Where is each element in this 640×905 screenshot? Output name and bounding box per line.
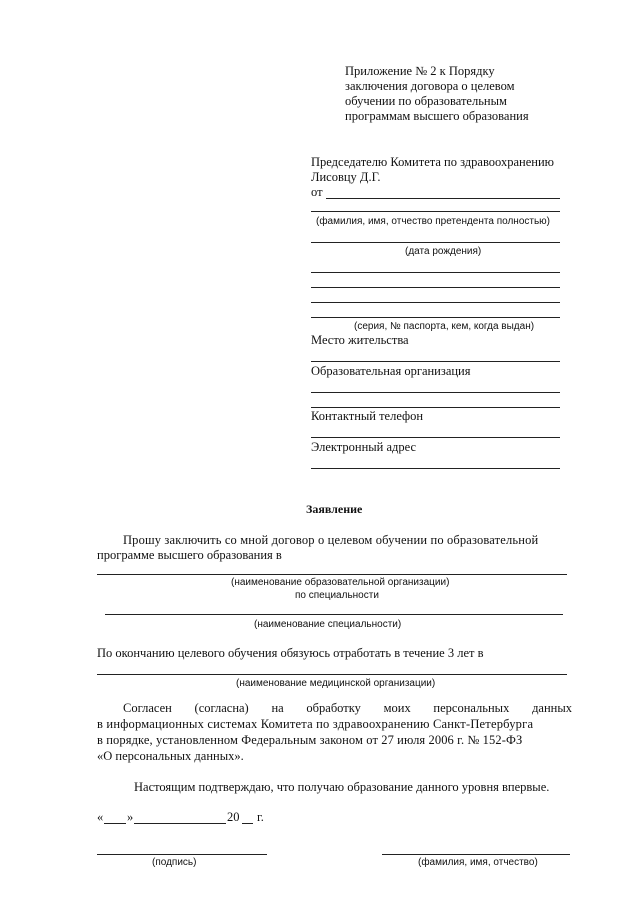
- passport-line-3[interactable]: [311, 302, 560, 303]
- obligation-text: По окончанию целевого обучения обязуюсь отработать в течение 3 лет в: [97, 646, 484, 660]
- consent-line-3: в порядке, установленном Федеральным законом от 27 июля 2006 г. № 152-ФЗ: [97, 733, 523, 747]
- signature-caption: (подпись): [152, 857, 197, 868]
- consent-word-1: Согласен: [123, 701, 172, 715]
- name-caption: (фамилия, имя, отчество): [418, 857, 538, 868]
- from-label: от: [311, 185, 323, 199]
- fio-caption: (фамилия, имя, отчество претендента полностью): [316, 216, 550, 227]
- consent-word-5: моих: [383, 701, 411, 715]
- medical-org-caption: (наименование медицинской организации): [236, 678, 436, 689]
- appendix-line-2: заключения договора о целевом: [345, 79, 515, 93]
- addressee-title: Председателю Комитета по здравоохранению: [311, 155, 554, 169]
- name-line[interactable]: [382, 854, 570, 855]
- org-label: Образовательная организация: [311, 364, 471, 378]
- consent-word-3: на: [271, 701, 284, 715]
- appendix-line-3: обучении по образовательным: [345, 94, 507, 108]
- statement-title: Заявление: [306, 502, 363, 516]
- date-year-suffix: г.: [257, 810, 264, 824]
- passport-caption: (серия, № паспорта, кем, когда выдан): [354, 321, 535, 332]
- confirm-text: Настоящим подтверждаю, что получаю образование данного уровня впервые.: [134, 780, 550, 794]
- phone-line[interactable]: [311, 437, 560, 438]
- passport-line-1[interactable]: [311, 272, 560, 273]
- email-line[interactable]: [311, 468, 560, 469]
- consent-word-2: (согласна): [194, 701, 249, 715]
- specialty-caption: (наименование специальности): [254, 619, 402, 630]
- org-line[interactable]: [311, 392, 560, 393]
- date-year-prefix: 20: [227, 810, 240, 824]
- addressee-name: Лисовцу Д.Г.: [311, 170, 381, 184]
- phone-label: Контактный телефон: [311, 409, 424, 423]
- consent-line-4: «О персональных данных».: [97, 749, 244, 763]
- appendix-line-1: Приложение № 2 к Порядку: [345, 64, 495, 78]
- from-line[interactable]: [326, 198, 560, 199]
- day-line[interactable]: [104, 823, 126, 824]
- intro-line-1: [123, 533, 572, 548]
- date-close-quote: »: [127, 810, 134, 824]
- consent-line-1: [123, 701, 572, 716]
- intro-line-2: программе высшего образования в: [97, 548, 282, 562]
- consent-word-7: данных: [532, 701, 572, 715]
- org-line-2[interactable]: [311, 407, 560, 408]
- appendix-line-4: программам высшего образования: [345, 109, 529, 123]
- passport-line-2[interactable]: [311, 287, 560, 288]
- year-line[interactable]: [242, 823, 253, 824]
- consent-line-2: в информационных системах Комитета по здравоохранению Санкт-Петербурга: [97, 717, 534, 731]
- intro-text-1: Прошу заключить со мной договор о целевом обучении по образовательной: [123, 533, 539, 547]
- by-specialty-label: по специальности: [295, 590, 379, 601]
- signature-line[interactable]: [97, 854, 267, 855]
- birth-caption: (дата рождения): [405, 246, 482, 257]
- consent-word-6: персональных: [433, 701, 510, 715]
- passport-line-4[interactable]: [311, 317, 560, 318]
- month-line[interactable]: [134, 823, 226, 824]
- edu-org-caption: (наименование образовательной организации): [231, 577, 450, 588]
- email-label: Электронный адрес: [311, 440, 417, 454]
- fio-line[interactable]: [311, 211, 560, 212]
- edu-org-line[interactable]: [97, 574, 567, 575]
- medical-org-line[interactable]: [97, 674, 567, 675]
- specialty-line[interactable]: [105, 614, 563, 615]
- consent-word-4: обработку: [306, 701, 361, 715]
- birth-line[interactable]: [311, 242, 560, 243]
- residence-line[interactable]: [311, 361, 560, 362]
- residence-label: Место жительства: [311, 333, 409, 347]
- date-open-quote: «: [97, 810, 104, 824]
